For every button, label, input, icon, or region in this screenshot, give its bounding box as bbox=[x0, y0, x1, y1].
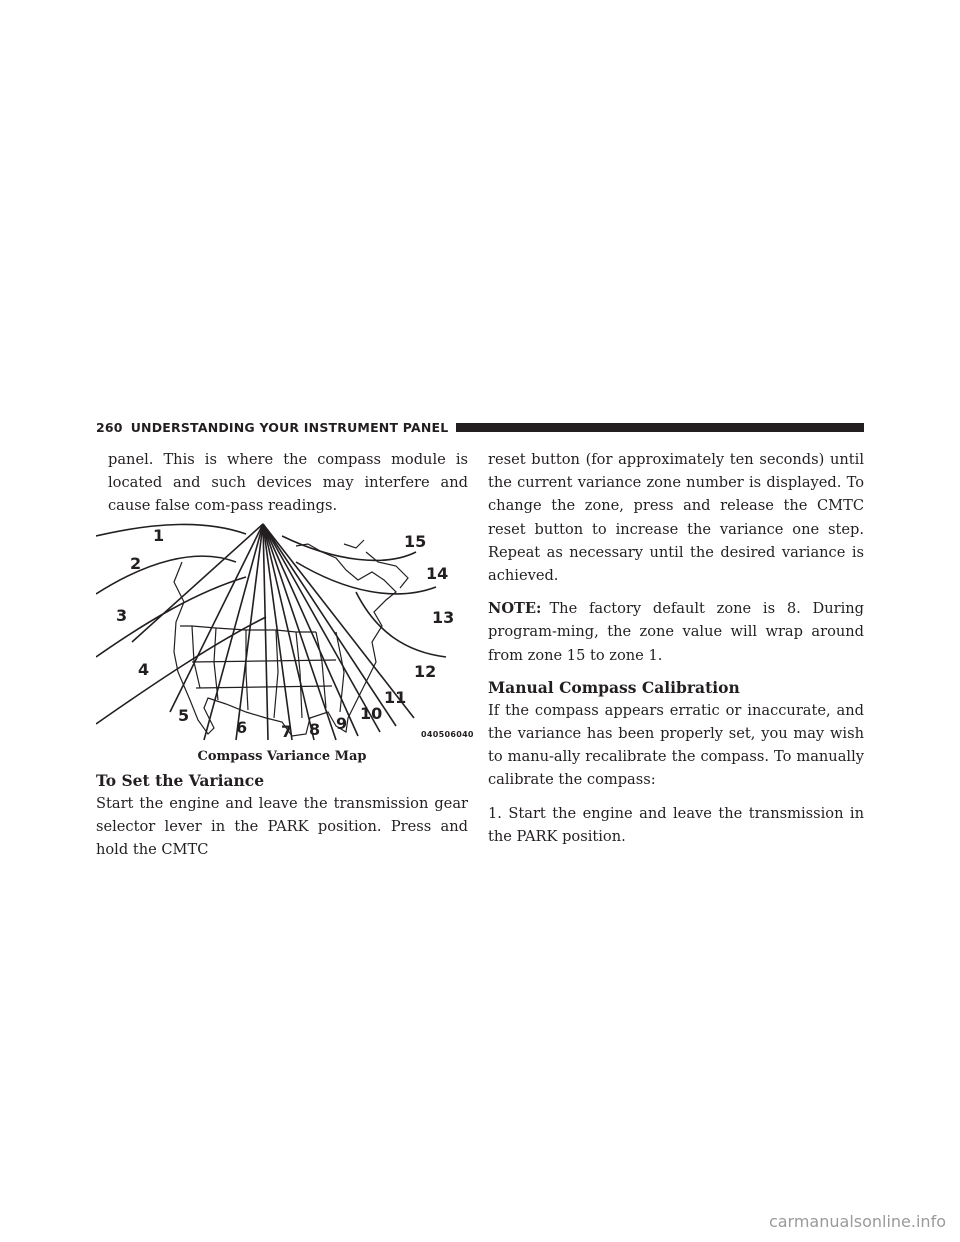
zone-label-5: 5 bbox=[178, 705, 190, 725]
zone-label-8: 8 bbox=[309, 719, 321, 739]
zone-label-10: 10 bbox=[360, 703, 383, 723]
zone-label-11: 11 bbox=[384, 687, 407, 707]
intro-paragraph: panel. This is where the compass module is located and such devices may interfere and cause false com-pass readings. bbox=[108, 451, 468, 515]
map-illustration bbox=[96, 522, 468, 748]
zone-label-1: 1 bbox=[153, 525, 165, 545]
zone-label-6: 6 bbox=[236, 717, 248, 737]
zone-label-2: 2 bbox=[130, 553, 142, 573]
note-label: NOTE: bbox=[488, 600, 542, 618]
note-text: The factory default zone is 8. During program-ming, the zone value will wrap around from zone 15 to zone 1. bbox=[488, 600, 864, 664]
continued-paragraph: reset button (for approximately ten seconds) until the current variance zone number is displayed. To change the zone, press and release the CMTC reset button to increase the variance one step. Repeat as necessary until the desired variance is achieved. bbox=[488, 451, 864, 585]
compass-variance-map bbox=[96, 522, 474, 748]
figure-code: 040506040 bbox=[421, 729, 474, 739]
section-title: UNDERSTANDING YOUR INSTRUMENT PANEL bbox=[130, 419, 449, 435]
left-column bbox=[96, 448, 474, 861]
watermark: carmanualsonline.info bbox=[768, 1212, 946, 1231]
manual-paragraph: If the compass appears erratic or inaccurate, and the variance has been properly set, you may wish to manu-ally recalibrate the compass. To manually calibrate the compass: bbox=[488, 701, 864, 789]
set-variance-paragraph: Start the engine and leave the transmission gear selector lever in the PARK position. Press and hold the CMTC bbox=[96, 794, 468, 859]
page-number: 260 bbox=[96, 419, 123, 435]
heading-set-variance: To Set the Variance bbox=[96, 770, 265, 790]
heading-manual-calibration: Manual Compass Calibration bbox=[488, 677, 740, 697]
page-header bbox=[96, 416, 864, 438]
zone-label-4: 4 bbox=[138, 659, 150, 679]
zone-label-3: 3 bbox=[116, 605, 128, 625]
zone-label-7: 7 bbox=[281, 721, 293, 741]
step-1: 1. Start the engine and leave the transmission in the PARK position. bbox=[488, 804, 864, 845]
zone-label-13: 13 bbox=[432, 607, 455, 627]
zone-label-14: 14 bbox=[426, 563, 449, 583]
note-paragraph bbox=[488, 597, 864, 667]
zone-label-15: 15 bbox=[404, 531, 427, 551]
zone-label-12: 12 bbox=[414, 661, 437, 681]
header-rule bbox=[456, 423, 864, 432]
right-column bbox=[488, 448, 864, 848]
zone-label-9: 9 bbox=[336, 713, 348, 733]
figure-caption: Compass Variance Map bbox=[197, 748, 367, 764]
